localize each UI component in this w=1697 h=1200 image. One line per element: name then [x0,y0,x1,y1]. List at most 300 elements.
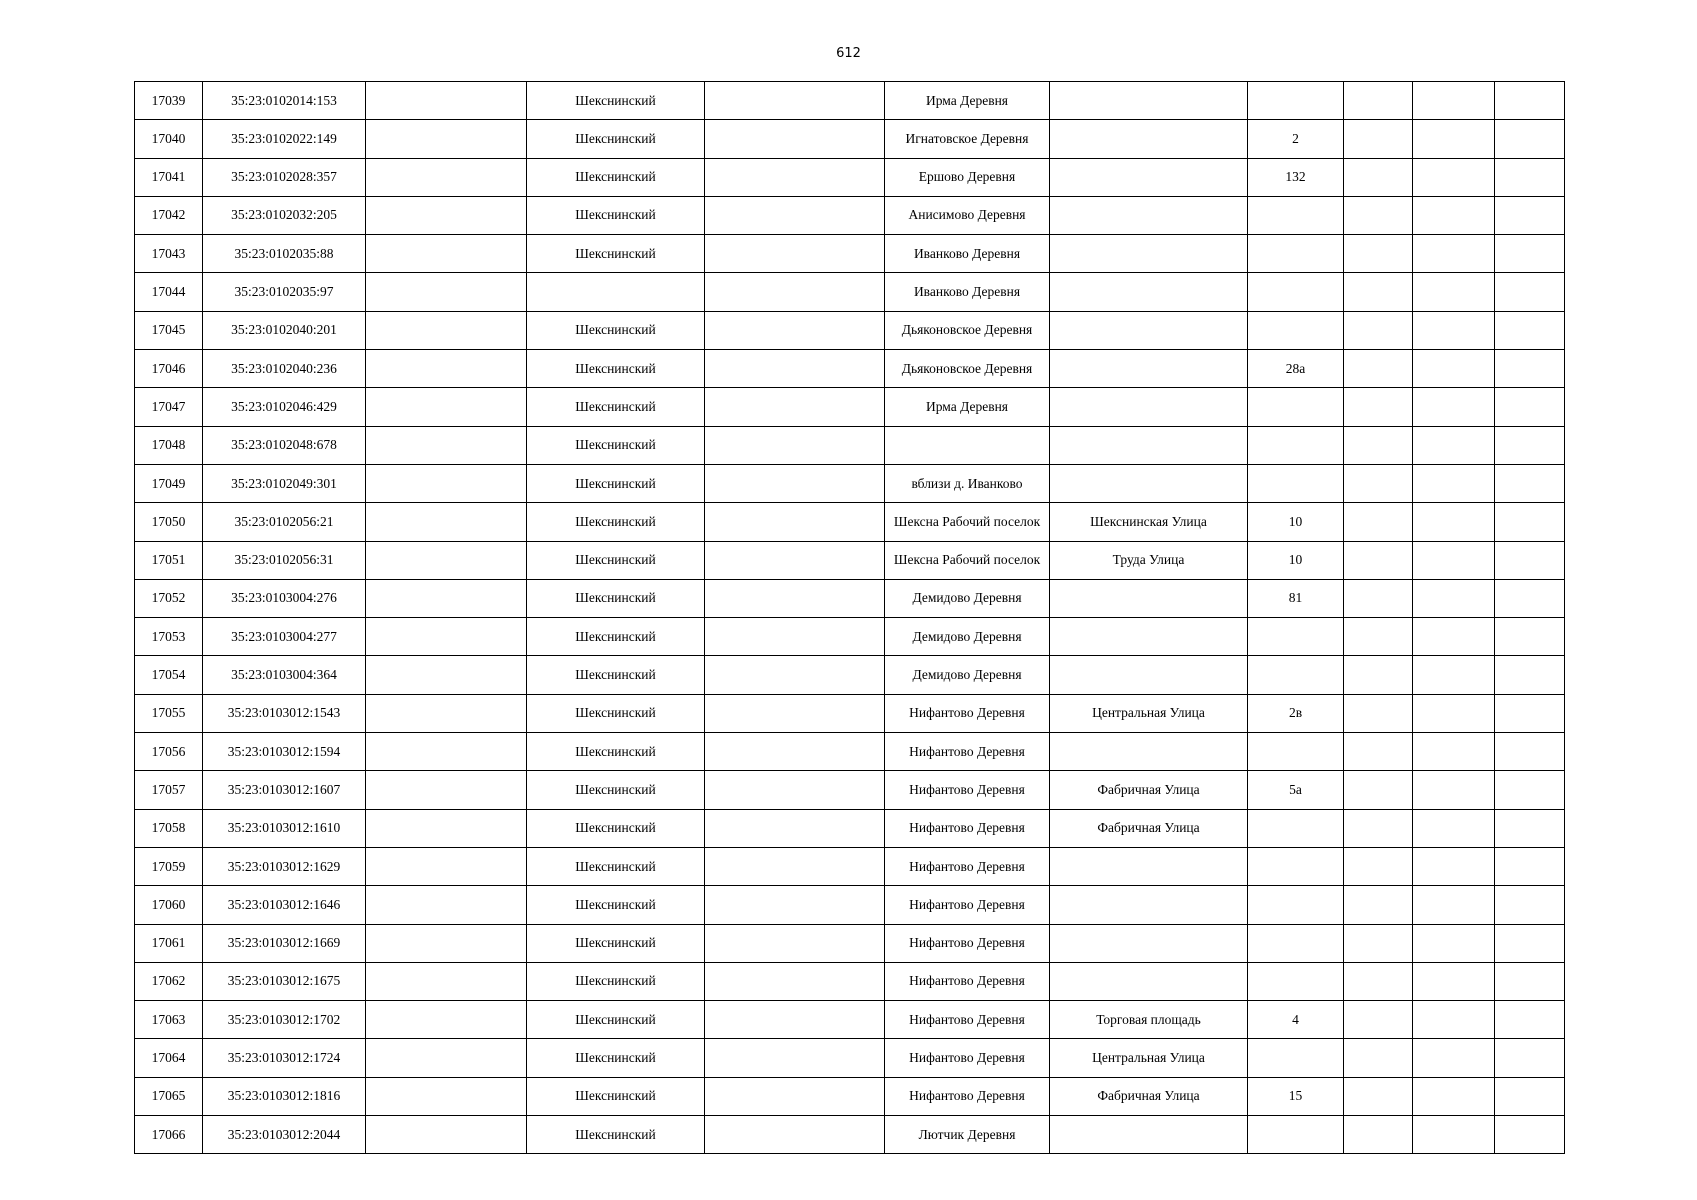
col11-cell [1495,886,1565,924]
col10-cell [1413,82,1495,120]
locality-cell: Нифантово Деревня [885,771,1050,809]
district-cell: Шекснинский [527,388,705,426]
street-cell [1050,656,1248,694]
table-row [135,541,1565,579]
record-number-cell: 17062 [135,962,203,1000]
col3-cell [366,579,527,617]
col5-cell [705,311,885,349]
col10-cell [1413,350,1495,388]
locality-cell: Ирма Деревня [885,82,1050,120]
district-cell: Шекснинский [527,962,705,1000]
street-cell [1050,1116,1248,1154]
house-number-cell: 15 [1248,1077,1344,1115]
house-number-cell: 10 [1248,541,1344,579]
district-cell: Шекснинский [527,924,705,962]
house-number-cell [1248,847,1344,885]
locality-cell: Дьяконовское Деревня [885,350,1050,388]
col5-cell [705,464,885,502]
col10-cell [1413,771,1495,809]
record-number-cell: 17061 [135,924,203,962]
street-cell: Торговая площадь [1050,1001,1248,1039]
col3-cell [366,1077,527,1115]
house-number-cell: 5а [1248,771,1344,809]
house-number-cell [1248,924,1344,962]
col10-cell [1413,579,1495,617]
col11-cell [1495,771,1565,809]
table-row [135,656,1565,694]
col11-cell [1495,656,1565,694]
record-number-cell: 17046 [135,350,203,388]
record-number-cell: 17043 [135,235,203,273]
locality-cell: Нифантово Деревня [885,847,1050,885]
street-cell [1050,847,1248,885]
col11-cell [1495,464,1565,502]
cadastral-number-cell: 35:23:0103012:2044 [203,1116,366,1154]
district-cell: Шекснинский [527,196,705,234]
col10-cell [1413,196,1495,234]
street-cell [1050,618,1248,656]
col11-cell [1495,541,1565,579]
col9-cell [1344,311,1413,349]
locality-cell: Нифантово Деревня [885,962,1050,1000]
col11-cell [1495,388,1565,426]
cadastral-number-cell: 35:23:0102035:97 [203,273,366,311]
cadastral-number-cell: 35:23:0102022:149 [203,120,366,158]
cadastral-number-cell: 35:23:0103012:1816 [203,1077,366,1115]
table-row [135,1077,1565,1115]
col10-cell [1413,1039,1495,1077]
col10-cell [1413,503,1495,541]
col11-cell [1495,1039,1565,1077]
street-cell [1050,388,1248,426]
col5-cell [705,924,885,962]
cadastral-number-cell: 35:23:0102048:678 [203,426,366,464]
district-cell: Шекснинский [527,656,705,694]
col3-cell [366,120,527,158]
col10-cell [1413,158,1495,196]
house-number-cell [1248,618,1344,656]
district-cell: Шекснинский [527,541,705,579]
col9-cell [1344,426,1413,464]
registry-table [134,81,1565,1154]
table-row [135,311,1565,349]
col5-cell [705,618,885,656]
col9-cell [1344,809,1413,847]
street-cell: Фабричная Улица [1050,809,1248,847]
house-number-cell [1248,196,1344,234]
col11-cell [1495,196,1565,234]
col10-cell [1413,120,1495,158]
col9-cell [1344,120,1413,158]
cadastral-number-cell: 35:23:0102040:236 [203,350,366,388]
col3-cell [366,196,527,234]
col3-cell [366,541,527,579]
col10-cell [1413,388,1495,426]
col5-cell [705,82,885,120]
col3-cell [366,464,527,502]
col9-cell [1344,1039,1413,1077]
house-number-cell: 28а [1248,350,1344,388]
locality-cell: Нифантово Деревня [885,1077,1050,1115]
col3-cell [366,809,527,847]
col11-cell [1495,273,1565,311]
house-number-cell [1248,1116,1344,1154]
col11-cell [1495,82,1565,120]
cadastral-number-cell: 35:23:0102032:205 [203,196,366,234]
col5-cell [705,886,885,924]
street-cell [1050,311,1248,349]
col10-cell [1413,733,1495,771]
table-row [135,82,1565,120]
col9-cell [1344,618,1413,656]
table-row [135,809,1565,847]
locality-cell: Анисимово Деревня [885,196,1050,234]
table-row [135,120,1565,158]
col3-cell [366,235,527,273]
house-number-cell: 2в [1248,694,1344,732]
locality-cell: Нифантово Деревня [885,809,1050,847]
col5-cell [705,541,885,579]
district-cell: Шекснинский [527,350,705,388]
col5-cell [705,196,885,234]
district-cell: Шекснинский [527,120,705,158]
col11-cell [1495,1116,1565,1154]
house-number-cell: 10 [1248,503,1344,541]
record-number-cell: 17065 [135,1077,203,1115]
street-cell [1050,82,1248,120]
house-number-cell [1248,656,1344,694]
col10-cell [1413,235,1495,273]
col3-cell [366,656,527,694]
cadastral-number-cell: 35:23:0103012:1629 [203,847,366,885]
district-cell: Шекснинский [527,694,705,732]
col9-cell [1344,656,1413,694]
street-cell: Фабричная Улица [1050,771,1248,809]
cadastral-number-cell: 35:23:0103012:1543 [203,694,366,732]
record-number-cell: 17051 [135,541,203,579]
col10-cell [1413,924,1495,962]
col11-cell [1495,1077,1565,1115]
locality-cell: Нифантово Деревня [885,1039,1050,1077]
col9-cell [1344,541,1413,579]
locality-cell: Ирма Деревня [885,388,1050,426]
record-number-cell: 17048 [135,426,203,464]
record-number-cell: 17058 [135,809,203,847]
col5-cell [705,694,885,732]
locality-cell: Нифантово Деревня [885,886,1050,924]
table-row [135,694,1565,732]
district-cell: Шекснинский [527,733,705,771]
col9-cell [1344,82,1413,120]
col9-cell [1344,196,1413,234]
col5-cell [705,656,885,694]
col5-cell [705,579,885,617]
locality-cell: Шексна Рабочий поселок [885,503,1050,541]
table-row [135,426,1565,464]
col3-cell [366,426,527,464]
col9-cell [1344,886,1413,924]
col5-cell [705,350,885,388]
record-number-cell: 17056 [135,733,203,771]
house-number-cell [1248,962,1344,1000]
col5-cell [705,962,885,1000]
col3-cell [366,847,527,885]
street-cell [1050,273,1248,311]
street-cell [1050,196,1248,234]
col5-cell [705,1001,885,1039]
cadastral-number-cell: 35:23:0102046:429 [203,388,366,426]
locality-cell: Игнатовское Деревня [885,120,1050,158]
col3-cell [366,273,527,311]
district-cell: Шекснинский [527,235,705,273]
col3-cell [366,1039,527,1077]
district-cell: Шекснинский [527,618,705,656]
cadastral-number-cell: 35:23:0103012:1724 [203,1039,366,1077]
col9-cell [1344,1116,1413,1154]
col10-cell [1413,847,1495,885]
street-cell [1050,962,1248,1000]
house-number-cell: 2 [1248,120,1344,158]
col11-cell [1495,962,1565,1000]
district-cell: Шекснинский [527,886,705,924]
col5-cell [705,1116,885,1154]
district-cell: Шекснинский [527,158,705,196]
col11-cell [1495,120,1565,158]
col11-cell [1495,1001,1565,1039]
house-number-cell: 81 [1248,579,1344,617]
locality-cell: Шексна Рабочий поселок [885,541,1050,579]
record-number-cell: 17064 [135,1039,203,1077]
col3-cell [366,158,527,196]
house-number-cell [1248,886,1344,924]
col5-cell [705,273,885,311]
table-row [135,464,1565,502]
locality-cell: вблизи д. Иванково [885,464,1050,502]
house-number-cell [1248,311,1344,349]
table-row [135,196,1565,234]
district-cell: Шекснинский [527,464,705,502]
cadastral-number-cell: 35:23:0103012:1675 [203,962,366,1000]
street-cell [1050,120,1248,158]
record-number-cell: 17063 [135,1001,203,1039]
street-cell: Центральная Улица [1050,694,1248,732]
table-row [135,924,1565,962]
col9-cell [1344,158,1413,196]
col9-cell [1344,235,1413,273]
col3-cell [366,1001,527,1039]
col10-cell [1413,694,1495,732]
cadastral-number-cell: 35:23:0102040:201 [203,311,366,349]
district-cell: Шекснинский [527,426,705,464]
col3-cell [366,924,527,962]
col11-cell [1495,579,1565,617]
table-row [135,1001,1565,1039]
col9-cell [1344,924,1413,962]
col3-cell [366,503,527,541]
record-number-cell: 17042 [135,196,203,234]
col9-cell [1344,579,1413,617]
col9-cell [1344,1077,1413,1115]
col3-cell [366,886,527,924]
col9-cell [1344,694,1413,732]
locality-cell: Демидово Деревня [885,656,1050,694]
col11-cell [1495,503,1565,541]
col3-cell [366,311,527,349]
house-number-cell [1248,82,1344,120]
col10-cell [1413,541,1495,579]
record-number-cell: 17066 [135,1116,203,1154]
col9-cell [1344,771,1413,809]
house-number-cell [1248,809,1344,847]
table-row [135,618,1565,656]
street-cell [1050,733,1248,771]
cadastral-number-cell: 35:23:0102049:301 [203,464,366,502]
record-number-cell: 17059 [135,847,203,885]
col10-cell [1413,1116,1495,1154]
col9-cell [1344,1001,1413,1039]
col5-cell [705,503,885,541]
district-cell: Шекснинский [527,82,705,120]
col3-cell [366,962,527,1000]
col11-cell [1495,924,1565,962]
street-cell: Шекснинская Улица [1050,503,1248,541]
col10-cell [1413,618,1495,656]
district-cell: Шекснинский [527,847,705,885]
district-cell: Шекснинский [527,311,705,349]
cadastral-number-cell: 35:23:0102056:31 [203,541,366,579]
locality-cell: Нифантово Деревня [885,924,1050,962]
col10-cell [1413,273,1495,311]
district-cell: Шекснинский [527,503,705,541]
locality-cell: Нифантово Деревня [885,733,1050,771]
table-row [135,158,1565,196]
house-number-cell [1248,1039,1344,1077]
col3-cell [366,388,527,426]
col5-cell [705,426,885,464]
locality-cell: Иванково Деревня [885,235,1050,273]
table-row [135,1116,1565,1154]
col3-cell [366,733,527,771]
district-cell: Шекснинский [527,1077,705,1115]
record-number-cell: 17045 [135,311,203,349]
district-cell: Шекснинский [527,771,705,809]
locality-cell: Нифантово Деревня [885,1001,1050,1039]
col3-cell [366,694,527,732]
locality-cell: Иванково Деревня [885,273,1050,311]
table-row [135,350,1565,388]
table-row [135,388,1565,426]
col11-cell [1495,426,1565,464]
col9-cell [1344,962,1413,1000]
table-row [135,579,1565,617]
record-number-cell: 17054 [135,656,203,694]
table-row [135,847,1565,885]
col10-cell [1413,426,1495,464]
street-cell: Центральная Улица [1050,1039,1248,1077]
col5-cell [705,733,885,771]
col11-cell [1495,809,1565,847]
table-row [135,1039,1565,1077]
col11-cell [1495,733,1565,771]
col5-cell [705,120,885,158]
locality-cell: Дьяконовское Деревня [885,311,1050,349]
col5-cell [705,771,885,809]
house-number-cell [1248,235,1344,273]
record-number-cell: 17049 [135,464,203,502]
col9-cell [1344,733,1413,771]
col9-cell [1344,350,1413,388]
locality-cell [885,426,1050,464]
record-number-cell: 17044 [135,273,203,311]
street-cell [1050,886,1248,924]
record-number-cell: 17057 [135,771,203,809]
col10-cell [1413,464,1495,502]
house-number-cell: 4 [1248,1001,1344,1039]
table-row [135,771,1565,809]
street-cell [1050,426,1248,464]
street-cell: Труда Улица [1050,541,1248,579]
cadastral-number-cell: 35:23:0103012:1607 [203,771,366,809]
street-cell [1050,464,1248,502]
col11-cell [1495,350,1565,388]
record-number-cell: 17052 [135,579,203,617]
col10-cell [1413,886,1495,924]
col9-cell [1344,464,1413,502]
col3-cell [366,350,527,388]
cadastral-number-cell: 35:23:0103012:1594 [203,733,366,771]
cadastral-number-cell: 35:23:0102056:21 [203,503,366,541]
col10-cell [1413,1077,1495,1115]
locality-cell: Демидово Деревня [885,579,1050,617]
col10-cell [1413,962,1495,1000]
locality-cell: Демидово Деревня [885,618,1050,656]
col10-cell [1413,311,1495,349]
record-number-cell: 17040 [135,120,203,158]
cadastral-number-cell: 35:23:0102028:357 [203,158,366,196]
street-cell [1050,350,1248,388]
record-number-cell: 17060 [135,886,203,924]
table-row [135,235,1565,273]
house-number-cell [1248,464,1344,502]
col10-cell [1413,1001,1495,1039]
cadastral-number-cell: 35:23:0102014:153 [203,82,366,120]
street-cell [1050,579,1248,617]
house-number-cell [1248,426,1344,464]
col3-cell [366,618,527,656]
col5-cell [705,809,885,847]
table-row [135,273,1565,311]
locality-cell: Лютчик Деревня [885,1116,1050,1154]
cadastral-number-cell: 35:23:0103004:277 [203,618,366,656]
cadastral-number-cell: 35:23:0103012:1702 [203,1001,366,1039]
col9-cell [1344,847,1413,885]
cadastral-number-cell: 35:23:0103012:1646 [203,886,366,924]
col5-cell [705,158,885,196]
col11-cell [1495,694,1565,732]
district-cell [527,273,705,311]
street-cell [1050,158,1248,196]
col10-cell [1413,809,1495,847]
house-number-cell: 132 [1248,158,1344,196]
district-cell: Шекснинский [527,1116,705,1154]
district-cell: Шекснинский [527,1001,705,1039]
col11-cell [1495,311,1565,349]
col9-cell [1344,388,1413,426]
locality-cell: Ершово Деревня [885,158,1050,196]
record-number-cell: 17050 [135,503,203,541]
cadastral-number-cell: 35:23:0103004:364 [203,656,366,694]
cadastral-number-cell: 35:23:0103004:276 [203,579,366,617]
